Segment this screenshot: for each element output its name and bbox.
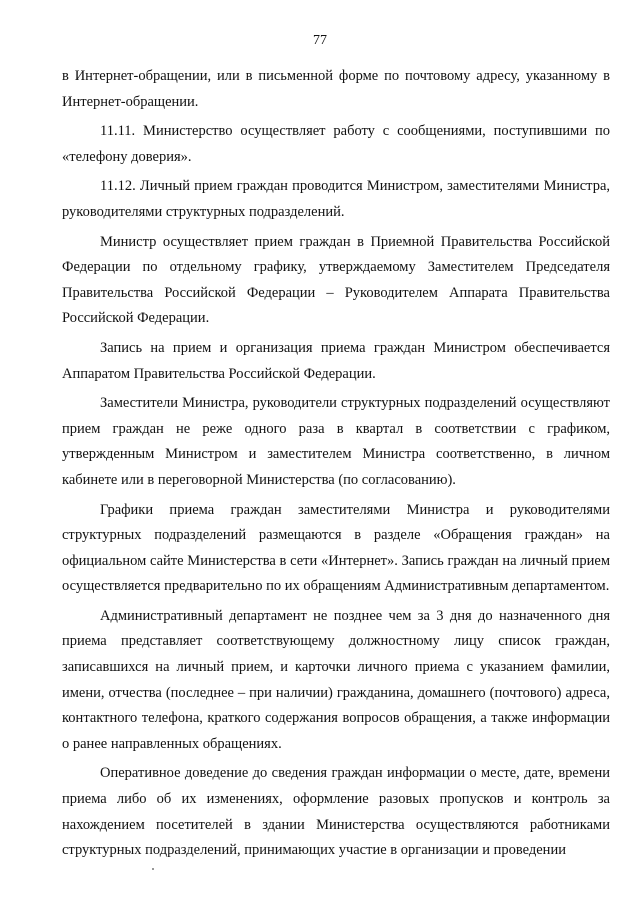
paragraph-11-11: 11.11. Министерство осуществляет работу с сообщениями, поступившими по «телефону доверия». — [62, 123, 610, 165]
paragraph-administrative-department: Административный департамент не позднее чем за 3 дня до назначенного дня приема представляет соответствующему должностному лицу список граждан, записавшихся на личный прием, и карточки личного приема с указанием фамилии, имени, отчества (последнее – при наличии) гражданина, домашнего (почтового) адреса, контактного телефона, краткого содержания вопросов обращения, а также информации о ранее направленных обращениях. — [62, 607, 610, 752]
page-number: 77 — [313, 33, 327, 48]
paragraph-minister-reception: Министр осуществляет прием граждан в Приемной Правительства Российской Федерации по отдельному графику, утверждаемому Заместителем Председателя Правительства Российской Федерации – Руководителем Аппарата Правительства Российской Федерации. — [62, 233, 610, 327]
paragraph-reception-schedules: Графики приема граждан заместителями Министра и руководителями структурных подразделений размещаются в разделе «Обращения граждан» на официальном сайте Министерства в сети «Интернет». Запись граждан на личный прием осуществляется предварительно по их обращениям Административным департаментом. — [62, 501, 610, 595]
paragraph-deputies-reception: Заместители Министра, руководители структурных подразделений осуществляют прием граждан не реже одного раза в квартал в соответствии с графиком, утвержденным Министром и заместителем Министра соответственно, в личном кабинете или в переговорной Министерства (по согласованию). — [62, 395, 610, 488]
scan-speck — [152, 868, 154, 870]
paragraph-continuation: в Интернет-обращении, или в письменной форме по почтовому адресу, указанному в Интернет-обращении. — [62, 68, 610, 110]
paragraph-11-12: 11.12. Личный прием граждан проводится Министром, заместителями Министра, руководителями структурных подразделений. — [62, 178, 610, 220]
paragraph-reception-registration: Запись на прием и организация приема граждан Министром обеспечивается Аппаратом Правительства Российской Федерации. — [62, 339, 610, 382]
paragraph-operational-information: Оперативное доведение до сведения граждан информации о месте, дате, времени приема либо об их изменениях, оформление разовых пропусков и контроль за нахождением посетителей в здании Министерства осуществляются работниками структурных подразделений, принимающих участие в организации и проведении — [62, 765, 610, 859]
document-body — [62, 64, 610, 868]
